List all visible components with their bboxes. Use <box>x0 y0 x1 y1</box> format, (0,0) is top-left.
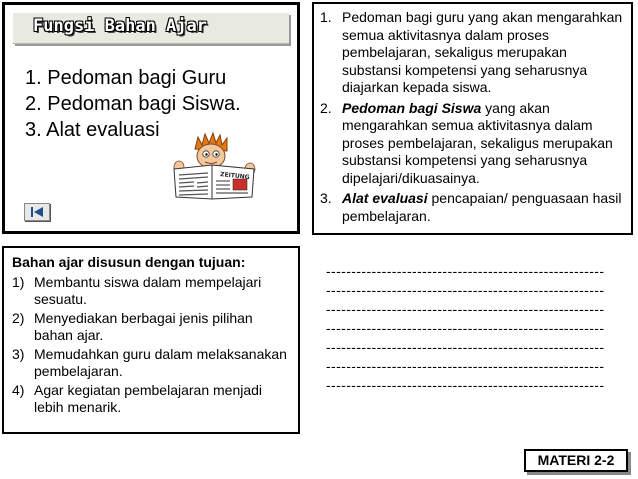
item-number: 3) <box>12 346 25 362</box>
function-explanation-box <box>312 2 633 235</box>
answer-line: ------------------------------------------------------- <box>326 301 605 317</box>
function-text: Pedoman bagi guru yang akan mengarahkan semua aktivitasnya dalam proses pembelajaran, sekaligus merupakan substansi kompetensi yang seharusnya diajarkan kepada siswa. <box>342 9 623 95</box>
objective-text: Agar kegiatan pembelajaran menjadi lebih menarik. <box>34 382 263 415</box>
slide-title: Fungsi Bahan Ajar <box>33 16 207 36</box>
function-lead: Alat evaluasi <box>342 190 428 206</box>
answer-line: ------------------------------------------------------- <box>326 282 605 298</box>
objectives-list <box>12 274 292 416</box>
objective-text: Menyediakan berbagai jenis pilihan bahan ajar. <box>34 310 253 343</box>
slide-list-item: 1. Pedoman bagi Guru <box>25 67 227 89</box>
item-number: 3. <box>320 190 332 206</box>
newspaper-masthead: ZEITUNG <box>219 171 250 182</box>
slide-content <box>5 5 297 231</box>
back-to-start-icon <box>29 206 45 218</box>
objective-text: Memudahkan guru dalam melaksanakan pembelajaran. <box>34 346 287 379</box>
slide-list-item: 3. Alat evaluasi <box>25 119 160 141</box>
function-text: pencapaian/ penguasaan hasil pembelajaran. <box>342 190 622 224</box>
objectives-heading: Bahan ajar disusun dengan tujuan: <box>12 254 246 270</box>
objective-item <box>12 382 292 416</box>
slide-thumbnail <box>2 2 300 234</box>
function-item <box>320 190 625 225</box>
function-explanation-list <box>320 9 625 225</box>
answer-line: ------------------------------------------------------- <box>326 377 605 393</box>
item-number: 4) <box>12 382 25 398</box>
back-to-start-button[interactable] <box>24 203 50 221</box>
function-lead: Pedoman bagi Siswa <box>342 99 482 116</box>
item-number: 2) <box>12 310 25 326</box>
item-number: 2. <box>320 99 332 116</box>
answer-line: ------------------------------------------------------- <box>326 263 605 279</box>
answer-line: ------------------------------------------------------- <box>326 358 605 374</box>
function-item <box>320 9 625 97</box>
item-number: 1. <box>320 9 332 25</box>
answer-lines <box>326 262 630 395</box>
answer-line: ------------------------------------------------------- <box>326 320 605 336</box>
objective-item <box>12 346 292 380</box>
materi-badge: MATERI 2-2 <box>524 449 628 472</box>
slide-list-item: 2. Pedoman bagi Siswa. <box>25 93 241 115</box>
objectives-box <box>2 246 300 434</box>
objective-text: Membantu siswa dalam mempelajari sesuatu. <box>34 274 262 307</box>
slide-title-bar <box>13 13 289 44</box>
objective-item <box>12 274 292 308</box>
objective-item <box>12 310 292 344</box>
item-number: 1) <box>12 274 25 290</box>
function-text: yang akan mengarahkan semua aktivitasnya dalam proses pembelajaran, sekaligus merupakan substansi kompetensi yang seharusnya dipelajari/dikuasainya. <box>342 99 613 186</box>
person-reading-newspaper-icon <box>168 131 260 201</box>
answer-line: ------------------------------------------------------- <box>326 339 605 355</box>
function-item <box>320 100 625 188</box>
